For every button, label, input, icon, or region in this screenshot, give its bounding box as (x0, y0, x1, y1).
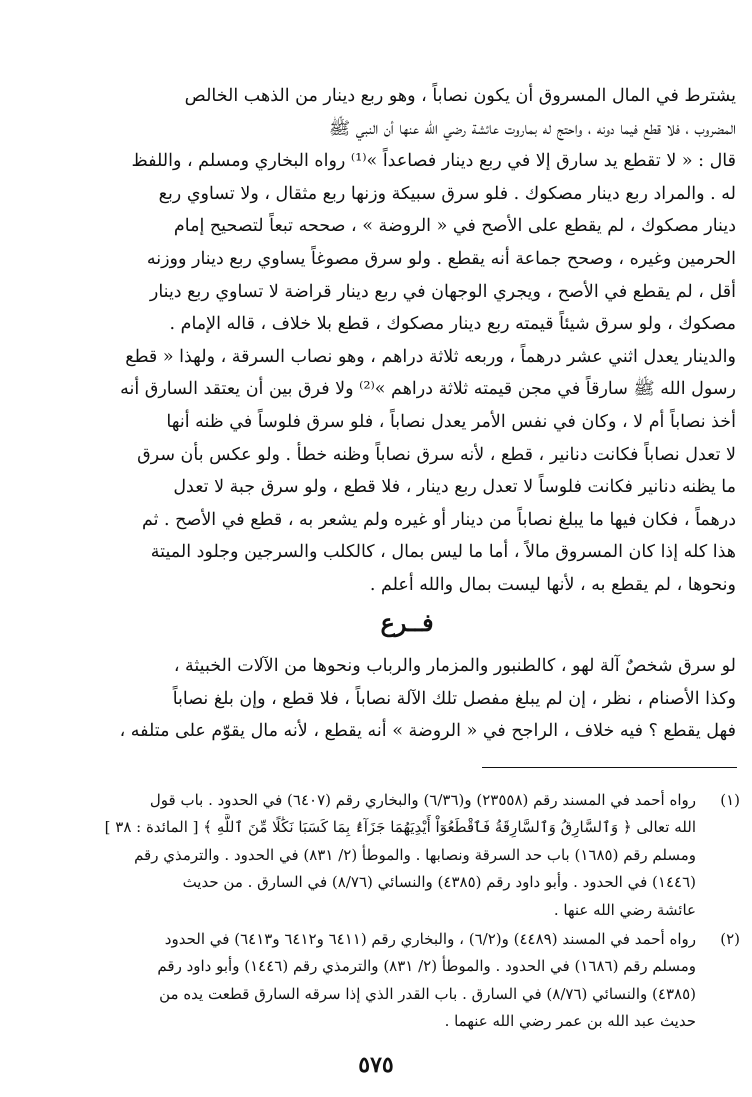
main-text-line: الحرمين وغيره ، وصحح جماعة أنه يقطع . ولو سرق مصوغاً يساوي ربع دينار ووزنه (146, 248, 736, 269)
footnote-line: عائشة رضي الله عنها . (553, 900, 696, 919)
main-text-line: ونحوها ، لم يقطع به ، لأنها ليست بمال والله أعلم . (369, 574, 736, 595)
main-text-line: ما يظنه دنانير فكانت فلوساً لا تعدل ربع دينار ، فلا قطع ، ولو سرق جبة لا تعدل (173, 477, 736, 498)
footnote-number: (٢) (720, 930, 740, 948)
footnote-2 (60, 926, 740, 1036)
main-text-line: رسول الله ﷺ سارقاً في مجن قيمته ثلاثة دراهم »⁽²⁾ ولا فرق بين أن يعتقد السارق أنه (120, 379, 736, 400)
footnote-separator (482, 767, 737, 768)
main-text (78, 80, 736, 602)
section-text-line: لو سرق شخصٌ آلة لهو ، كالطنبور والمزمار والرباب ونحوها من الآلات الخبيثة ، (173, 656, 736, 676)
footnote-line: رواه أحمد في المسند رقم (٢٣٥٥٨) و(٦/٣٦) والبخاري رقم (٦٤٠٧) في الحدود . باب قول (149, 791, 696, 809)
footnote-line: حديث عبد الله بن عمر رضي الله عنهما . (444, 1012, 696, 1031)
main-text-line: أقل ، لم يقطع في الأصح ، ويجري الوجهان في ربع دينار قراضة لا تساوي ربع دينار (149, 281, 736, 302)
main-text-line: يشترط في المال المسروق أن يكون نصاباً ، وهو ربع دينار من الذهب الخالص (184, 86, 736, 106)
footnote-line: رواه أحمد في المسند (٤٤٨٩) و(٦/٢) ، والبخاري رقم (٦٤١١ و٦٤١٢ و٦٤١٣) في الحدود (164, 930, 696, 948)
section-text-line: وكذا الأصنام ، نظر ، إن لم يبلغ مفصل تلك الآلة نصاباً ، فلا قطع ، وإن بلغ نصاباً (172, 688, 736, 709)
main-text-line: مصكوك ، ولو سرق شيئاً قيمته ربع دينار مصكوك ، قطع بلا خلاف ، قاله الإمام . (169, 314, 736, 335)
footnote-line: الله تعالى ﴿ وَٱلسَّارِقُ وَٱلسَّارِقَةُ فَٱقْطَعُوٓاْ أَيْدِيَهُمَا جَزَآءًۢ بِمَا كَسَبَا نَكَٰلًا مِّنَ ٱللَّهِ ﴾ [ المائدة : ٣٨ ] (104, 818, 696, 837)
main-text-line: له . والمراد ربع دينار مصكوك . فلو سرق سبيكة وزنها ربع مثقال ، ولا تساوي ربع (158, 183, 736, 204)
main-text-line: لا تعدل نصاباً فكانت دنانير ، قطع ، لأنه سرق نصاباً وظنه خطأ . ولو عكس بأن سرق (137, 444, 736, 465)
footnote-number: (١) (720, 791, 740, 809)
footnote-line: ومسلم رقم (١٦٨٦) في الحدود . والموطأ (٢/ ٨٣١) والترمذي رقم (١٤٤٦) وأبو داود رقم (157, 957, 696, 976)
section-text (78, 650, 736, 748)
page-number: ٥٧٥ (358, 1052, 394, 1078)
main-text-line: المضروب ، فلا قطع فيما دونه ، واحتج له بماروت عائشة رضي الله عنها أن النبي ﷺ (329, 118, 736, 139)
main-text-line: دينار مصكوك ، لم يقطع على الأصح في « الروضة » ، صححه تبعاً لتصحيح إمام (173, 216, 736, 237)
footnote-1 (60, 787, 740, 924)
footnote-line: (١٤٤٦) في الحدود . وأبو داود رقم (٤٣٨٥) والنسائي (٨/٧٦) في السارق . من حديث (182, 873, 696, 892)
main-text-line: قال : « لا تقطع يد سارق إلا في ربع دينار فصاعداً »⁽¹⁾ رواه البخاري ومسلم ، واللفظ (131, 151, 736, 172)
main-text-line: والدينار يعدل اثني عشر درهماً ، وربعه ثلاثة دراهم ، وهو نصاب السرقة ، ولهذا « قطع (125, 346, 736, 367)
footnote-line: (٤٣٨٥) والنسائي (٨/٧٦) في السارق . باب القدر الذي إذا سرقه السارق قطعت يده من (159, 984, 696, 1003)
footnote-line: ومسلم رقم (١٦٨٥) باب حد السرقة ونصابها . والموطأ (٢/ ٨٣١) في الحدود . والترمذي رقم (134, 845, 696, 864)
main-text-line: هذا كله إذا كان المسروق مالاً ، أما ما ليس بمال ، كالكلب والسرجين وجلود الميتة (150, 542, 736, 563)
main-text-line: أخذ نصاباً أم لا ، وكان في نفس الأمر يعدل نصاباً ، فلو سرق فلوساً في ظنه أنها (166, 411, 736, 432)
main-text-line: درهماً ، فكان فيها ما يبلغ نصاباً من دينار أو غيره ولم يشعر به ، قطع في الأصح . ثم (141, 509, 736, 530)
section-text-line: فهل يقطع ؟ فيه خلاف ، الراجح في « الروضة » أنه يقطع ، لأنه مال يقوّم على متلفه ، (119, 721, 736, 742)
section-heading: فــرع (380, 608, 434, 637)
